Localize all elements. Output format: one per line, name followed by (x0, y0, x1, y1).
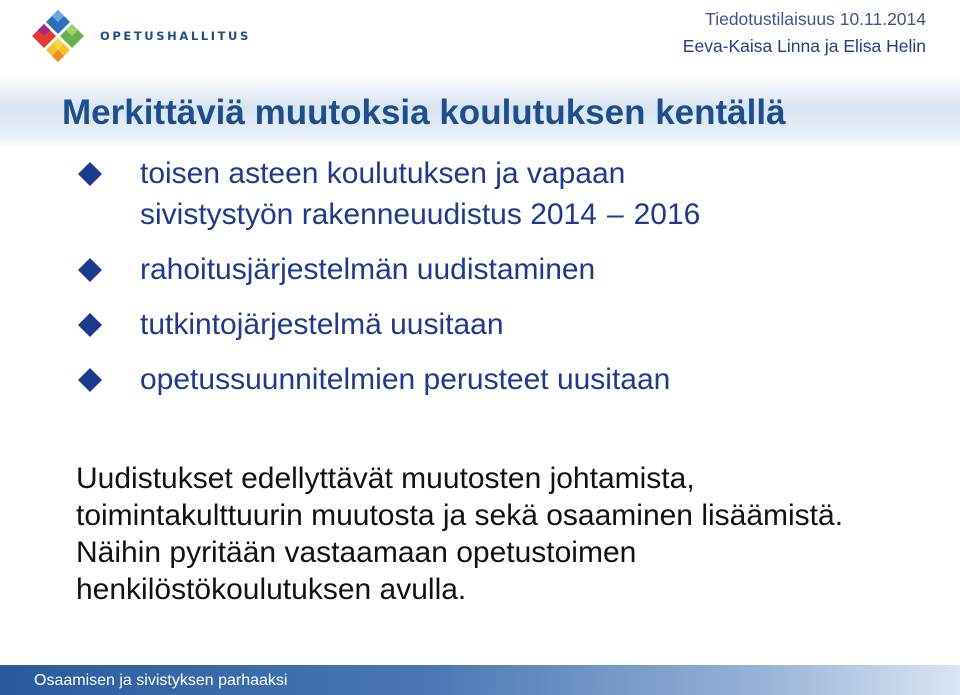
bullet-text: rahoitusjärjestelmän uudistaminen (140, 253, 596, 286)
bullet-list (78, 153, 938, 414)
bullet-item (78, 359, 938, 400)
footer-bar (0, 665, 960, 695)
header-date-line: Tiedotustilaisuus 10.11.2014 (705, 9, 926, 29)
logo-wordmark: OPETUSHALLITUS (100, 29, 251, 43)
bullet-item (78, 249, 938, 290)
diamond-bullet-icon (78, 162, 102, 186)
paragraph-line: Näihin pyritään vastaamaan opetustoimen (76, 536, 637, 569)
header-authors-line: Eeva-Kaisa Linna ja Elisa Helin (682, 36, 926, 56)
header-info (683, 6, 926, 60)
bullet-text-line2: sivistystyön rakenneuudistus 2014 – 2016 (140, 198, 701, 231)
opetushallitus-logo (30, 8, 251, 64)
bullet-item (78, 304, 938, 345)
diamond-bullet-icon (78, 258, 102, 282)
diamond-bullet-icon (78, 368, 102, 392)
footer-slogan: Osaamisen ja sivistyksen parhaaksi (34, 672, 288, 689)
bullet-text: tutkintojärjestelmä uusitaan (140, 308, 504, 341)
bullet-text: opetussuunnitelmien perusteet uusitaan (140, 363, 671, 396)
paragraph-line: toimintakulttuurin muutosta ja sekä osaaminen lisäämistä. (76, 499, 844, 532)
bullet-item (78, 153, 938, 235)
bullet-text-line1: toisen asteen koulutuksen ja vapaan (140, 157, 626, 190)
summary-paragraph (76, 460, 936, 608)
slide-title: Merkittäviä muutoksia koulutuksen kentällä (62, 93, 786, 132)
diamond-bullet-icon (78, 313, 102, 337)
paragraph-line: Uudistukset edellyttävät muutosten johtamista, (76, 462, 695, 495)
paragraph-line: henkilöstökoulutuksen avulla. (76, 573, 467, 606)
opetushallitus-logo-icon (30, 8, 86, 64)
